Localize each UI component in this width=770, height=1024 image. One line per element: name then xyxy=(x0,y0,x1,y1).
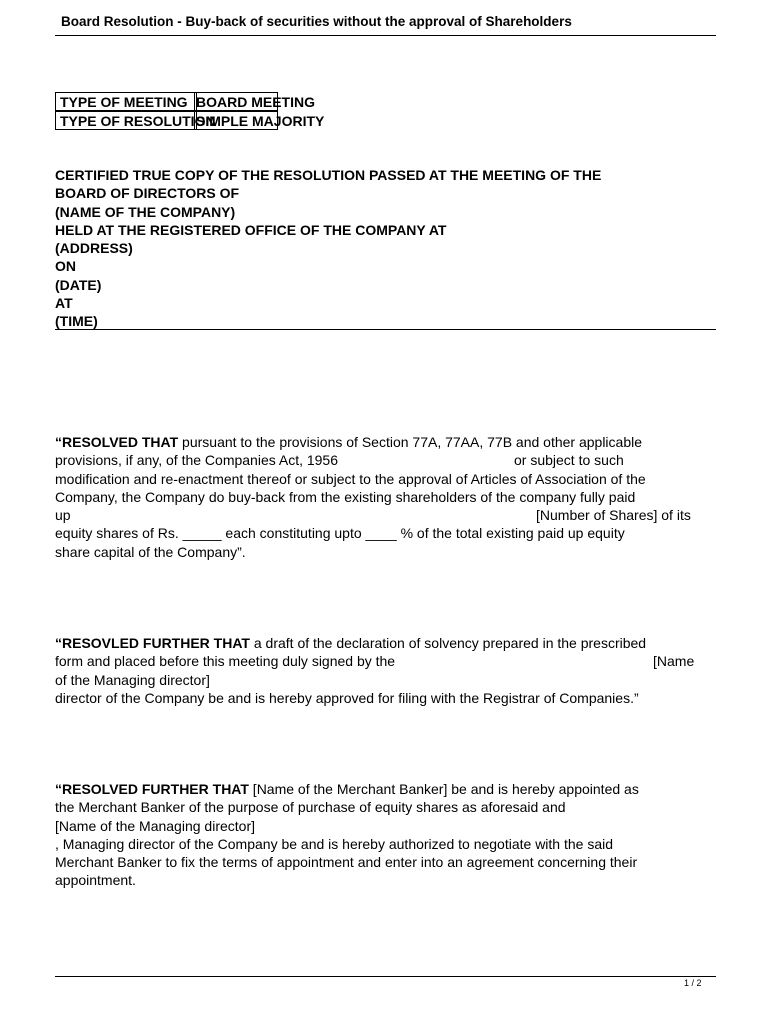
resolution-text: or subject to such xyxy=(514,452,624,469)
page-number: 1 / 2 xyxy=(684,978,702,988)
date-placeholder: (DATE) xyxy=(55,276,102,293)
resolution-text: the Merchant Banker of the purpose of purchase of equity shares as aforesaid and xyxy=(55,799,566,816)
resolution-text: equity shares of Rs. _____ each constituting upto ____ % of the total existing paid up equity xyxy=(55,525,625,542)
certified-line: ON xyxy=(55,258,76,275)
resolution-paragraph-3 xyxy=(55,780,715,890)
resolution-text: a draft of the declaration of solvency prepared in the prescribed xyxy=(249,635,647,651)
resolution-text: Company, the Company do buy-back from the existing shareholders of the company fully paid xyxy=(55,488,636,505)
resolution-lead: “RESOVLED FURTHER THAT xyxy=(55,635,250,651)
certified-line: HELD AT THE REGISTERED OFFICE OF THE COMPANY AT xyxy=(55,221,447,238)
certified-copy-heading xyxy=(55,166,715,331)
resolution-text: up xyxy=(55,507,71,524)
resolution-lead: “RESOLVED THAT xyxy=(55,434,179,450)
resolution-text: Merchant Banker to fix the terms of appointment and enter into an agreement concerning their xyxy=(55,854,638,871)
resolution-text: provisions, if any, of the Companies Act, 1956 xyxy=(55,452,339,469)
resolution-text: appointment. xyxy=(55,872,136,889)
managing-director-placeholder: [Name xyxy=(653,653,695,670)
document-header-title: Board Resolution - Buy-back of securities without the approval of Shareholders xyxy=(61,14,572,29)
resolution-paragraph-2 xyxy=(55,634,715,707)
time-placeholder: (TIME) xyxy=(55,313,98,330)
resolution-text: [Name of the Merchant Banker] be and is hereby appointed as xyxy=(248,781,639,797)
resolution-type-label: TYPE OF RESOLUTION xyxy=(60,113,216,129)
company-name-placeholder: (NAME OF THE COMPANY) xyxy=(55,203,236,220)
resolution-text: of the Managing director] xyxy=(55,671,210,688)
resolution-paragraph-1 xyxy=(55,433,715,561)
number-of-shares-placeholder: [Number of Shares] of its xyxy=(536,507,691,524)
header-divider xyxy=(55,35,716,36)
resolution-text: modification and re-enactment thereof or subject to the approval of Articles of Association of the xyxy=(55,470,646,487)
certified-line: AT xyxy=(55,295,73,312)
resolution-text: , Managing director of the Company be and is hereby authorized to negotiate with the said xyxy=(55,835,614,852)
managing-director-placeholder: [Name of the Managing director] xyxy=(55,817,255,834)
resolution-type-value: SIMPLE MAJORITY xyxy=(196,113,325,129)
resolution-text: share capital of the Company”. xyxy=(55,543,246,560)
meeting-type-label: TYPE OF MEETING xyxy=(60,94,188,110)
certified-line: CERTIFIED TRUE COPY OF THE RESOLUTION PASSED AT THE MEETING OF THE xyxy=(55,167,602,183)
address-placeholder: (ADDRESS) xyxy=(55,240,133,257)
resolution-text: pursuant to the provisions of Section 77A, 77AA, 77B and other applicable xyxy=(178,434,643,450)
footer-divider xyxy=(55,976,716,977)
resolution-text: form and placed before this meeting duly signed by the xyxy=(55,653,396,670)
meeting-type-value: BOARD MEETING xyxy=(196,94,315,110)
certified-line: BOARD OF DIRECTORS OF xyxy=(55,185,240,202)
heading-divider xyxy=(55,329,716,330)
resolution-lead: “RESOLVED FURTHER THAT xyxy=(55,781,249,797)
resolution-text: director of the Company be and is hereby approved for filing with the Registrar of Companies.” xyxy=(55,689,639,706)
